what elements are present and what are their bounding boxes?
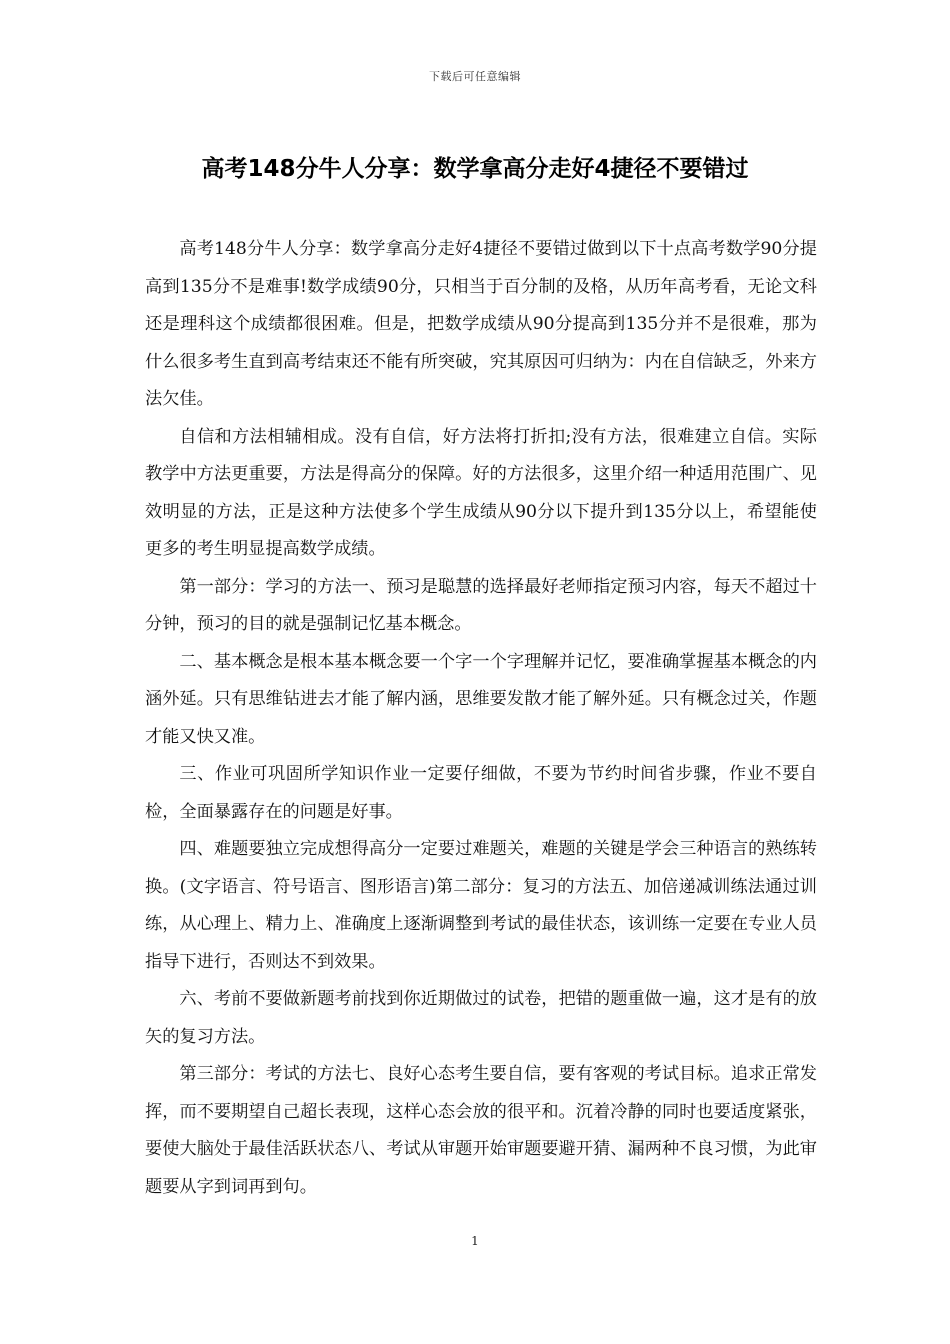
paragraph: 自信和方法相辅相成。没有自信，好方法将打折扣;没有方法，很难建立自信。实际教学中方法更重要，方法是得高分的保障。好的方法很多，这里介绍一种适用范围广、见效明显的方法，正是这种方法使多个学生成绩从90分以下提升到135分以上，希望能使更多的考生明显提高数学成绩。 [145,426,817,559]
page-number: 1 [471,1234,479,1248]
paragraph: 六、考前不要做新题考前找到你近期做过的试卷，把错的题重做一遍，这才是有的放矢的复习方法。 [145,989,817,1047]
document-body [145,231,817,1206]
paragraph: 高考148分牛人分享：数学拿高分走好4捷径不要错过做到以下十点高考数学90分提高到135分不是难事!数学成绩90分，只相当于百分制的及格，从历年高考看，无论文科还是理科这个成绩都很困难。但是，把数学成绩从90分提高到135分并不是很难，那为什么很多考生直到高考结束还不能有所突破，究其原因可归纳为：内在自信缺乏，外来方法欠佳。 [145,239,817,409]
paragraph: 四、难题要独立完成想得高分一定要过难题关，难题的关键是学会三种语言的熟练转换。(文字语言、符号语言、图形语言)第二部分：复习的方法五、加倍递减训练法通过训练，从心理上、精力上、准确度上逐渐调整到考试的最佳状态，该训练一定要在专业人员指导下进行，否则达不到效果。 [145,839,817,972]
paragraph: 第一部分：学习的方法一、预习是聪慧的选择最好老师指定预习内容，每天不超过十分钟，预习的目的就是强制记忆基本概念。 [145,576,817,634]
paragraph: 第三部分：考试的方法七、良好心态考生要自信，要有客观的考试目标。追求正常发挥，而不要期望自己超长表现，这样心态会放的很平和。沉着冷静的同时也要适度紧张，要使大脑处于最佳活跃状态八、考试从审题开始审题要避开猜、漏两种不良习惯，为此审题要从字到词再到句。 [145,1064,817,1197]
header-note: 下载后可任意编辑 [429,70,521,83]
paragraph: 二、基本概念是根本基本概念要一个字一个字理解并记忆，要准确掌握基本概念的内涵外延。只有思维钻进去才能了解内涵，思维要发散才能了解外延。只有概念过关，作题才能又快又准。 [145,651,817,747]
paragraph: 三、作业可巩固所学知识作业一定要仔细做，不要为节约时间省步骤，作业不要自检，全面暴露存在的问题是好事。 [145,764,817,822]
document-title: 高考148分牛人分享：数学拿高分走好4捷径不要错过 [201,156,749,182]
